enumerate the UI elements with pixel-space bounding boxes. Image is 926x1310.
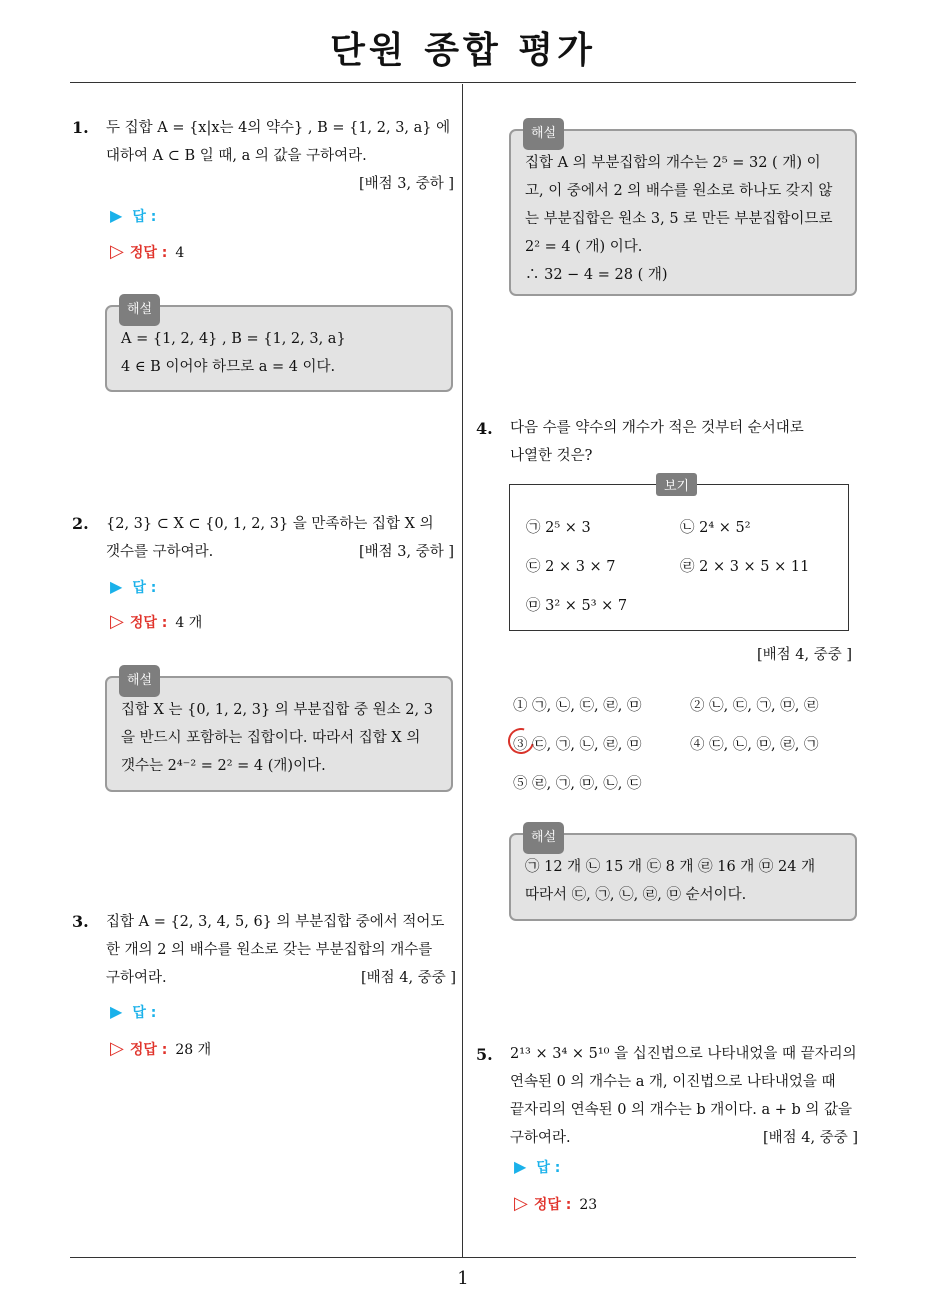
triangle-outline-icon: ▷	[110, 1038, 124, 1059]
play-icon: ▶	[514, 1157, 527, 1176]
solution-line: ∴ 32 − 4 = 28 ( 개)	[525, 267, 668, 283]
answer-label: 답 :	[536, 1160, 561, 1176]
problem-line: 다음 수를 약수의 개수가 적은 것부터 순서대로	[510, 420, 804, 436]
solution-box-4	[509, 830, 857, 921]
correct-answer-2	[110, 611, 202, 632]
header-divider	[70, 82, 856, 83]
problem-line: 구하여라.	[106, 970, 167, 986]
correct-label: 정답 :	[129, 615, 168, 631]
problem-line: 연속된 0 의 개수는 a 개, 이진법으로 나타내었을 때	[510, 1074, 836, 1090]
bogi-box	[509, 479, 849, 631]
solution-tag: 해설	[119, 665, 160, 697]
play-icon: ▶	[110, 206, 123, 225]
problem-5-text	[510, 1040, 858, 1152]
problem-meta: [배점 4, 중중 ]	[762, 1130, 858, 1146]
solution-box-3	[509, 126, 857, 296]
answer-field-3[interactable]	[110, 1002, 156, 1022]
problem-meta: [배점 3, 중하 ]	[358, 176, 454, 192]
problem-line: {2, 3} ⊂ X ⊂ {0, 1, 2, 3} 을 만족하는 집합 X 의	[106, 516, 434, 532]
page-number: 1	[457, 1268, 469, 1289]
correct-label: 정답 :	[533, 1197, 572, 1213]
triangle-outline-icon: ▷	[110, 611, 124, 632]
solution-box-1	[105, 302, 453, 392]
problem-line: 갯수를 구하여라.	[106, 544, 214, 560]
correct-value: 28 개	[175, 1042, 212, 1058]
bogi-item: ㉠ 2⁵ × 3	[526, 520, 591, 536]
choice-4[interactable]: ④ ㉢, ㉡, ㉤, ㉣, ㉠	[690, 737, 819, 753]
page-title: 단원 종합 평가	[330, 30, 596, 71]
bogi-item: ㉡ 2⁴ × 5²	[680, 520, 751, 536]
solution-tag: 해설	[119, 294, 160, 326]
problem-line-with-meta	[106, 964, 456, 992]
problem-3-text	[106, 908, 456, 992]
answer-field-5[interactable]	[514, 1157, 560, 1177]
bogi-item: ㉤ 3² × 5³ × 7	[526, 598, 628, 614]
play-icon: ▶	[110, 577, 123, 596]
problem-line: 두 집합 A = {x|x는 4의 약수} , B = {1, 2, 3, a} 에	[106, 120, 451, 136]
problem-2-text	[106, 510, 454, 566]
problem-1-text	[106, 114, 454, 198]
solution-line: 고, 이 중에서 2 의 배수를 원소로 하나도 갖지 않	[525, 183, 833, 199]
problem-line: 한 개의 2 의 배수를 원소로 갖는 부분집합의 개수를	[106, 942, 433, 958]
problem-line: 2¹³ × 3⁴ × 5¹⁰ 을 십진법으로 나타내었을 때 끝자리의	[510, 1046, 857, 1062]
choice-5[interactable]: ⑤ ㉣, ㉠, ㉤, ㉡, ㉢	[513, 776, 642, 792]
solution-line: 4 ∈ B 이어야 하므로 a = 4 이다.	[121, 359, 336, 375]
problem-meta: [배점 4, 중중 ]	[360, 970, 456, 986]
answer-label: 답 :	[132, 1005, 157, 1021]
correct-value: 23	[579, 1197, 598, 1213]
problem-5-number: 5.	[476, 1045, 493, 1064]
correct-answer-5	[514, 1193, 597, 1214]
problem-line: 구하여라.	[510, 1130, 571, 1146]
solution-line: 을 반드시 포함하는 집합이다. 따라서 집합 X 의	[121, 730, 421, 746]
triangle-outline-icon: ▷	[514, 1193, 528, 1214]
footer-divider	[70, 1257, 856, 1258]
problem-line: 나열한 것은?	[510, 448, 593, 464]
problem-line: 대하여 A ⊂ B 일 때, a 의 값을 구하여라.	[106, 148, 367, 164]
solution-line: A = {1, 2, 4} , B = {1, 2, 3, a}	[121, 331, 346, 347]
answer-field-1[interactable]	[110, 206, 156, 226]
problem-meta: [배점 4, 중중 ]	[756, 647, 852, 663]
correct-value: 4	[175, 245, 185, 261]
answer-label: 답 :	[132, 209, 157, 225]
problem-line-with-meta	[106, 538, 454, 566]
correct-label: 정답 :	[129, 245, 168, 261]
problem-1-number: 1.	[72, 118, 89, 137]
problem-2-number: 2.	[72, 514, 89, 533]
correct-answer-3	[110, 1038, 211, 1059]
solution-line: 갯수는 2⁴⁻² = 2² = 4 (개)이다.	[121, 758, 326, 774]
problem-meta: [배점 3, 중하 ]	[358, 544, 454, 560]
problem-3-number: 3.	[72, 912, 89, 931]
answer-label: 답 :	[132, 580, 157, 596]
solution-line: 집합 A 의 부분집합의 개수는 2⁵ = 32 ( 개) 이	[525, 155, 821, 171]
play-icon: ▶	[110, 1002, 123, 1021]
choice-2[interactable]: ② ㉡, ㉢, ㉠, ㉤, ㉣	[690, 698, 819, 714]
correct-label: 정답 :	[129, 1042, 168, 1058]
problem-4-number: 4.	[476, 419, 493, 438]
triangle-outline-icon: ▷	[110, 241, 124, 262]
solution-line: ㉠ 12 개 ㉡ 15 개 ㉢ 8 개 ㉣ 16 개 ㉤ 24 개	[525, 859, 816, 875]
problem-line: 끝자리의 연속된 0 의 개수는 b 개이다. a + b 의 값을	[510, 1102, 853, 1118]
problem-4-text	[510, 414, 856, 470]
column-divider	[462, 84, 463, 1258]
correct-value: 4 개	[175, 615, 203, 631]
solution-tag: 해설	[523, 118, 564, 150]
problem-line-with-meta	[510, 1124, 858, 1152]
problem-line: 집합 A = {2, 3, 4, 5, 6} 의 부분집합 중에서 적어도	[106, 914, 445, 930]
bogi-tag: 보기	[656, 473, 697, 496]
solution-line: 는 부분집합은 원소 3, 5 로 만든 부분집합이므로	[525, 211, 833, 227]
solution-line: 2² = 4 ( 개) 이다.	[525, 239, 643, 255]
answer-field-2[interactable]	[110, 577, 156, 597]
choice-3[interactable]: ③ ㉢, ㉠, ㉡, ㉣, ㉤	[513, 737, 642, 753]
solution-box-2	[105, 673, 453, 792]
correct-answer-1	[110, 241, 184, 262]
solution-line: 집합 X 는 {0, 1, 2, 3} 의 부분집합 중 원소 2, 3	[121, 702, 433, 718]
solution-line: 따라서 ㉢, ㉠, ㉡, ㉣, ㉤ 순서이다.	[525, 887, 747, 903]
choice-1[interactable]: ① ㉠, ㉡, ㉢, ㉣, ㉤	[513, 698, 642, 714]
solution-tag: 해설	[523, 822, 564, 854]
bogi-item: ㉢ 2 × 3 × 7	[526, 559, 616, 575]
bogi-item: ㉣ 2 × 3 × 5 × 11	[680, 559, 810, 575]
